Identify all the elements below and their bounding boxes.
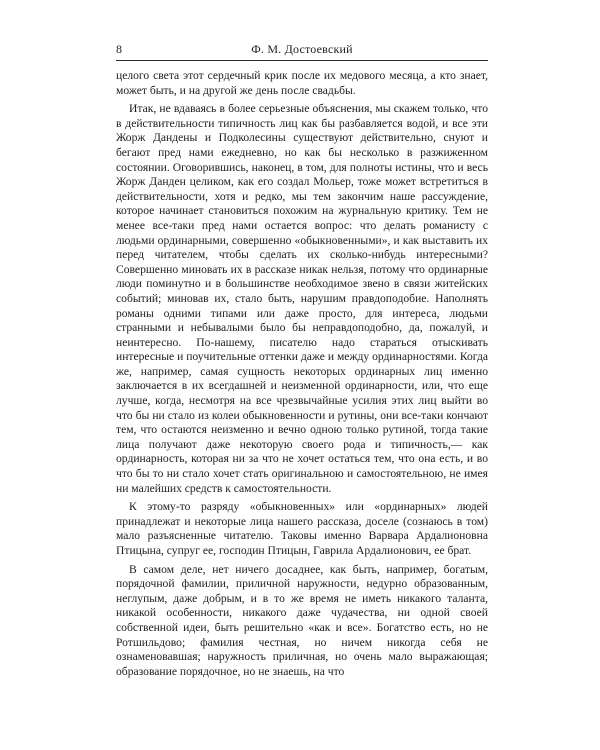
header-rule — [116, 60, 488, 61]
book-page — [116, 40, 488, 679]
paragraph: В самом деле, нет ничего досаднее, как быть, например, богатым, порядочной фамилии, приличной наружности, недурно образованным, неглупым, даже добрым, и в то же время не иметь никакого таланта, никакой особенности, никакого даже чудачества, ни одной своей собственной идеи, быть решительно «как и все». Богатство есть, но не Ротшильдово; фамилия честная, но ничем никогда себя не ознаменовавшая; наружность приличная, но очень мало выражающая; образование порядочное, но не знаешь, на что — [116, 562, 488, 678]
page-number: 8 — [116, 42, 122, 56]
body-text — [116, 69, 488, 679]
paragraph-continued: целого света этот сердечный крик после их медового месяца, а кто знает, может быть, и на другой же день после свадьбы. — [116, 69, 488, 97]
running-header — [116, 40, 488, 58]
running-title: Ф. М. Достоевский — [251, 42, 353, 56]
paragraph: Итак, не вдаваясь в более серьезные объяснения, мы скажем только, что в действительности типичность лиц как бы разбавляется водой, и все эти Жорж Дандены и Подколесины существуют действительно, снуют и бегают пред нами ежедневно, но как бы несколько в разжиженном состоянии. Оговорившись, наконец, в том, для полноты истины, что и весь Жорж Данден целиком, как его создал Мольер, тоже может встретиться в действительности, хотя и редко, мы тем закончим наше рассуждение, которое начинает становиться похожим на журнальную критику. Тем не менее все-таки пред нами остается вопрос: что делать романисту с людьми ординарными, совершенно «обыкновенными», и как выставить их перед читателем, чтобы сделать их сколько-нибудь интересными? Совершенно миновать их в рассказе никак нельзя, потому что ординарные люди поминутно и в большинстве необходимое звено в связи житейских событий; миновав их, стало быть, нарушим правдоподобие. Наполнять романы одними типами или даже просто, для интереса, людьми странными и небывалыми было бы неправдоподобно, да, пожалуй, и неинтересно. По-нашему, писателю надо стараться отыскивать интересные и поучительные оттенки даже и между ординарностями. Когда же, например, самая сущность некоторых ординарных лиц именно заключается в их всегдашней и неизменной ординарности, или, что еще лучше, когда, несмотря на все чрезвычайные усилия этих лиц выйти во что бы ни стало из колеи обыкновенности и рутины, они все-таки кончают тем, что остаются неизменно и вечно одною только рутиной, тогда такие лица получают даже некоторую своего рода и типичность,— как ординарность, которая ни за что не хочет остаться тем, что она есть, и во что бы то ни стало хочет стать оригинальною и самостоятельною, не имея ни малейших средств к самостоятельности. — [116, 102, 488, 495]
paragraph: К этому-то разряду «обыкновенных» или «ординарных» людей принадлежат и некоторые лица нашего рассказа, доселе (сознаюсь в том) мало разъясненные читателю. Таковы именно Варвара Ардалионовна Птицына, супруг ее, господин Птицын, Гаврила Ардалионович, ее брат. — [116, 500, 488, 557]
